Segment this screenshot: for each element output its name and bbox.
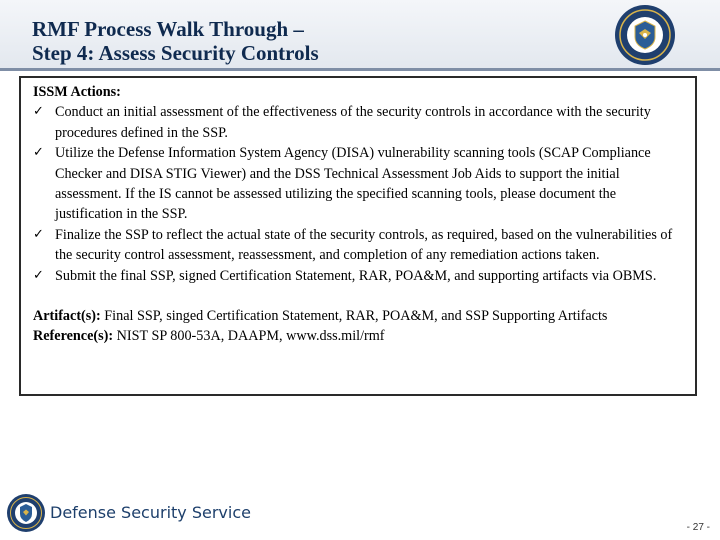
issm-actions-heading: ISSM Actions: [33, 84, 121, 100]
page-title [32, 17, 319, 65]
actions-list [33, 102, 687, 286]
title-line-2: Step 4: Assess Security Controls [32, 41, 319, 65]
references-line [33, 326, 687, 346]
checkmark-icon: ✓ [33, 226, 44, 242]
list-item [33, 266, 687, 286]
checkmark-icon: ✓ [33, 145, 44, 161]
dss-logo-icon [6, 493, 46, 533]
action-text: Submit the final SSP, signed Certification Statement, RAR, POA&M, and supporting artifacts via OBMS. [55, 267, 657, 284]
action-text: Finalize the SSP to reflect the actual state of the security controls, as required, based on the vulnerabilities of the security control assessment, reassessment, and completion of any remediation actions taken. [55, 226, 673, 264]
slide-header [0, 0, 720, 68]
page-number: - 27 - [686, 522, 710, 533]
checkmark-icon: ✓ [33, 267, 44, 283]
list-item [33, 102, 687, 143]
references-text: NIST SP 800-53A, DAAPM, www.dss.mil/rmf [113, 328, 385, 345]
artifacts-line [33, 306, 687, 326]
references-label: Reference(s): [33, 328, 114, 345]
artifacts-label: Artifact(s): [33, 308, 101, 325]
list-item [33, 225, 687, 266]
title-line-1: RMF Process Walk Through – [32, 17, 304, 41]
artifacts-text: Final SSP, singed Certification Statement, RAR, POA&M, and SSP Supporting Artifacts [100, 308, 608, 325]
header-divider [0, 68, 720, 71]
checkmark-icon: ✓ [33, 104, 44, 120]
dss-seal-icon [614, 4, 676, 66]
list-item [33, 143, 687, 225]
footer-org-name: Defense Security Service [50, 503, 251, 522]
action-text: Conduct an initial assessment of the effectiveness of the security controls in accordance with the security procedures defined in the SSP. [55, 104, 651, 141]
content-box [19, 76, 697, 396]
action-text: Utilize the Defense Information System Agency (DISA) vulnerability scanning tools (SCAP Compliance Checker and DISA STIG Viewer) and the DSS Technical Assessment Job Aids to support the initial assessment. If the IS cannot be assessed utilizing the specified scanning tools, please document the justification in the SSP. [55, 145, 651, 223]
